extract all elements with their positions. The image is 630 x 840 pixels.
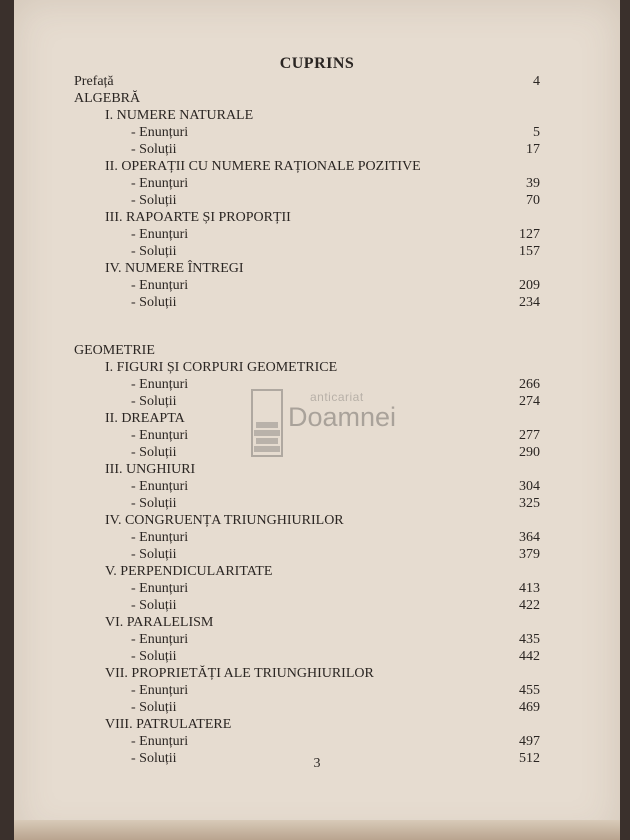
- toc-entry-label: IV. NUMERE ÎNTREGI: [105, 261, 244, 276]
- toc-entry-page: 379: [519, 547, 540, 562]
- toc-entry-label: Prefață: [74, 74, 114, 89]
- toc-entry-page: 455: [519, 683, 540, 698]
- toc-entry-label: - Enunțuri: [131, 278, 189, 293]
- toc-subentry: [14, 277, 620, 294]
- toc-subentry: [14, 733, 620, 750]
- toc-entry-page: 422: [519, 598, 540, 613]
- toc-subentry: [14, 226, 620, 243]
- toc-entry-label: V. PERPENDICULARITATE: [105, 564, 273, 579]
- toc-chapter: [14, 563, 620, 580]
- toc-entry-page: 364: [519, 530, 540, 545]
- toc-entry-page: 304: [519, 479, 540, 494]
- toc-entry-page: 17: [526, 142, 540, 157]
- toc-section: [14, 73, 620, 90]
- toc-entry-label: - Soluții: [131, 598, 177, 613]
- toc-subentry: [14, 682, 620, 699]
- toc-entry-label: - Enunțuri: [131, 125, 189, 140]
- toc-entry-label: VIII. PATRULATERE: [105, 717, 232, 732]
- toc-entry-page: 127: [519, 227, 540, 242]
- toc-entry-label: - Soluții: [131, 193, 177, 208]
- toc-entry-page: 39: [526, 176, 540, 191]
- toc-entry-page: 266: [519, 377, 540, 392]
- watermark-logo: [250, 384, 410, 464]
- toc-entry-page: 274: [519, 394, 540, 409]
- page-number: 3: [313, 756, 321, 771]
- toc-entry-page: 435: [519, 632, 540, 647]
- toc-entry-label: III. RAPOARTE ȘI PROPORȚII: [105, 210, 291, 225]
- toc-subentry: [14, 597, 620, 614]
- toc-entry-page: 234: [519, 295, 540, 310]
- toc-subentry: [14, 141, 620, 158]
- toc-entry-label: - Soluții: [131, 649, 177, 664]
- toc-subentry: [14, 124, 620, 141]
- toc-section: [14, 90, 620, 107]
- toc-entry-page: 497: [519, 734, 540, 749]
- toc-chapter: [14, 614, 620, 631]
- toc-entry-label: - Soluții: [131, 142, 177, 157]
- toc-chapter: [14, 716, 620, 733]
- toc-entry-label: - Enunțuri: [131, 683, 189, 698]
- toc-subentry: [14, 648, 620, 665]
- toc-entry-label: - Enunțuri: [131, 734, 189, 749]
- toc-entry-page: 442: [519, 649, 540, 664]
- toc-entry-label: - Soluții: [131, 547, 177, 562]
- toc-chapter: [14, 665, 620, 682]
- toc-entry-label: - Soluții: [131, 244, 177, 259]
- toc-entry-label: - Soluții: [131, 496, 177, 511]
- toc-entry-page: 290: [519, 445, 540, 460]
- toc-entry-label: - Enunțuri: [131, 479, 189, 494]
- toc-entry-label: - Soluții: [131, 445, 177, 460]
- toc-entry-label: I. NUMERE NATURALE: [105, 108, 254, 123]
- toc-subentry: [14, 631, 620, 648]
- toc-entry-page: 325: [519, 496, 540, 511]
- toc-entry-label: - Soluții: [131, 700, 177, 715]
- toc-entry-label: VI. PARALELISM: [105, 615, 214, 630]
- toc-entry-label: - Enunțuri: [131, 176, 189, 191]
- toc-entry-label: - Enunțuri: [131, 227, 189, 242]
- toc-entry-label: I. FIGURI ȘI CORPURI GEOMETRICE: [105, 360, 338, 375]
- toc-entry-label: - Soluții: [131, 295, 177, 310]
- toc-entry-page: 157: [519, 244, 540, 259]
- toc-entry-label: VII. PROPRIETĂȚI ALE TRIUNGHIURILOR: [105, 666, 374, 681]
- toc-entry-label: III. UNGHIURI: [105, 462, 196, 477]
- toc-entry-page: 209: [519, 278, 540, 293]
- toc-entry-page: 277: [519, 428, 540, 443]
- toc-entry-label: - Enunțuri: [131, 428, 189, 443]
- toc-subentry: [14, 529, 620, 546]
- watermark-subtext: anticariat: [310, 390, 364, 404]
- toc-entry-page: 413: [519, 581, 540, 596]
- toc-entry-label: GEOMETRIE: [74, 343, 155, 358]
- toc-subentry: [14, 243, 620, 260]
- books-icon: [250, 388, 290, 458]
- toc-entry-label: - Enunțuri: [131, 377, 189, 392]
- page-edge: [14, 820, 620, 840]
- toc-entry-label: ALGEBRĂ: [74, 91, 141, 106]
- toc-chapter: [14, 158, 620, 175]
- toc-entry-label: - Soluții: [131, 751, 177, 766]
- section-gap: [14, 311, 620, 342]
- toc-entry-label: II. DREAPTA: [105, 411, 185, 426]
- toc-entry-page: 4: [533, 74, 540, 89]
- toc-entry-page: 5: [533, 125, 540, 140]
- toc-entry-page: 469: [519, 700, 540, 715]
- toc-subentry: [14, 294, 620, 311]
- toc-entry-page: 70: [526, 193, 540, 208]
- toc-chapter: [14, 209, 620, 226]
- toc-subentry: [14, 546, 620, 563]
- book-page: [14, 0, 620, 840]
- toc-chapter: [14, 359, 620, 376]
- toc-chapter: [14, 107, 620, 124]
- toc-entry-label: - Enunțuri: [131, 632, 189, 647]
- toc-chapter: [14, 260, 620, 277]
- page-title: CUPRINS: [279, 55, 355, 72]
- toc-subentry: [14, 478, 620, 495]
- toc-subentry: [14, 699, 620, 716]
- toc-section: [14, 342, 620, 359]
- toc-entry-label: - Soluții: [131, 394, 177, 409]
- toc-chapter: [14, 512, 620, 529]
- toc-entry-label: IV. CONGRUENȚA TRIUNGHIURILOR: [105, 513, 344, 528]
- toc-subentry: [14, 495, 620, 512]
- watermark-text: Doamnei: [288, 402, 397, 432]
- toc-entry-label: - Enunțuri: [131, 581, 189, 596]
- toc-subentry: [14, 580, 620, 597]
- toc-entry-page: 512: [519, 751, 540, 766]
- toc-entry-label: - Enunțuri: [131, 530, 189, 545]
- toc-subentry: [14, 175, 620, 192]
- toc-entry-label: II. OPERAȚII CU NUMERE RAȚIONALE POZITIVE: [105, 159, 421, 174]
- toc-subentry: [14, 192, 620, 209]
